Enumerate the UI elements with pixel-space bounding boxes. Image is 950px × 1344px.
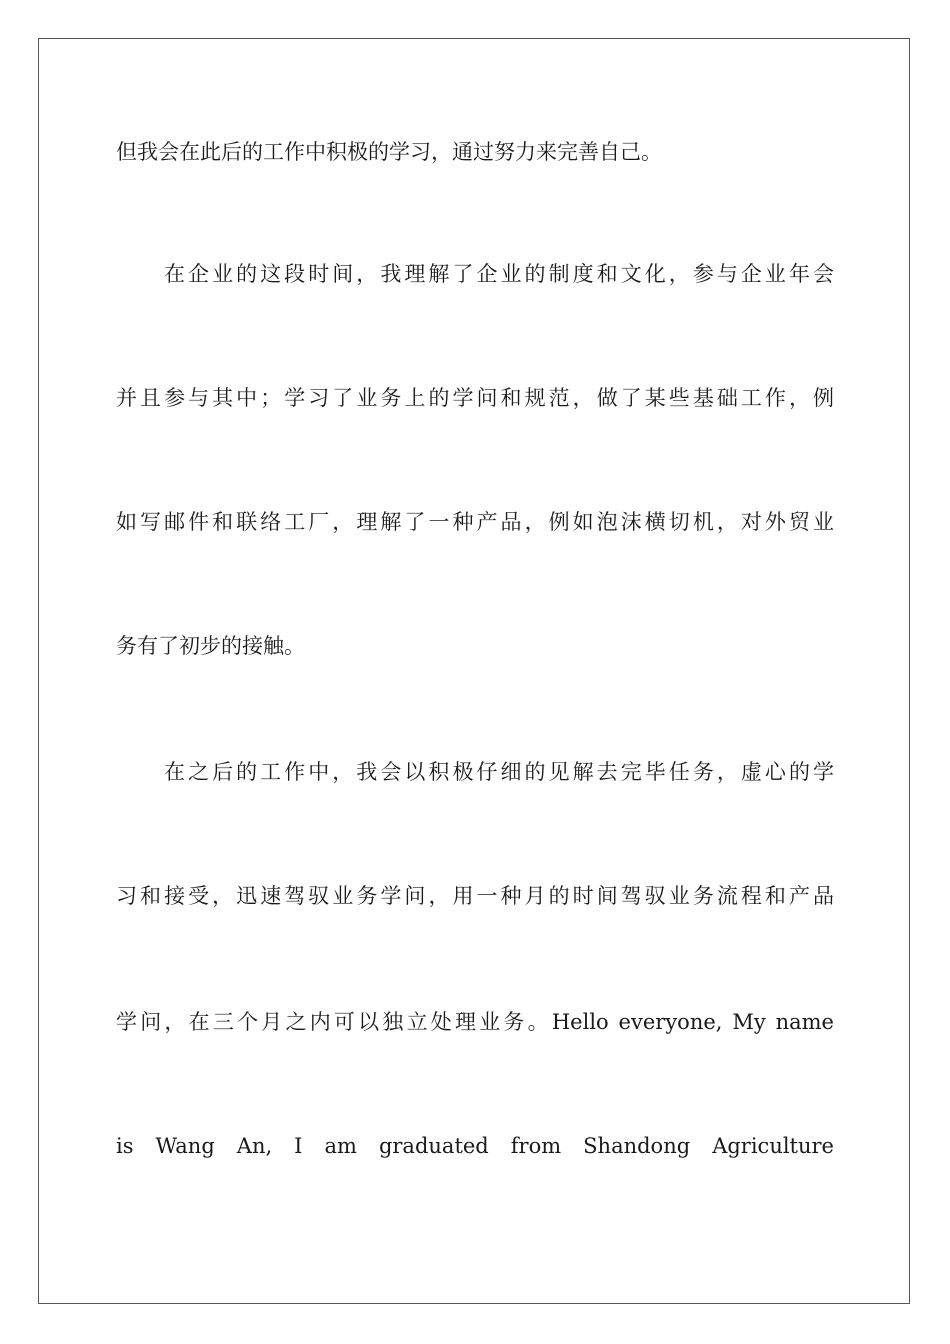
paragraph-line-7: 习和接受，迅速驾驭业务学问，用一种月的时间驾驭业务流程和产品 <box>116 884 834 908</box>
paragraph-line-4: 如写邮件和联络工厂，理解了一种产品，例如泡沫横切机，对外贸业 <box>116 510 834 534</box>
paragraph-line-5: 务有了初步的接触。 <box>116 634 305 658</box>
paragraph-line-9: is Wang An, I am graduated from Shandong Agriculture <box>116 1134 834 1158</box>
page-border <box>38 38 910 1304</box>
paragraph-line-8: 学问，在三个月之内可以独立处理业务。Hello everyone, My name <box>116 1010 834 1034</box>
paragraph-line-2: 在企业的这段时间，我理解了企业的制度和文化，参与企业年会 <box>164 262 834 286</box>
paragraph-line-3: 并且参与其中；学习了业务上的学问和规范，做了某些基础工作，例 <box>116 386 834 410</box>
paragraph-line-1: 但我会在此后的工作中积极的学习，通过努力来完善自己。 <box>116 140 662 164</box>
paragraph-line-6: 在之后的工作中，我会以积极仔细的见解去完毕任务，虚心的学 <box>164 760 834 784</box>
